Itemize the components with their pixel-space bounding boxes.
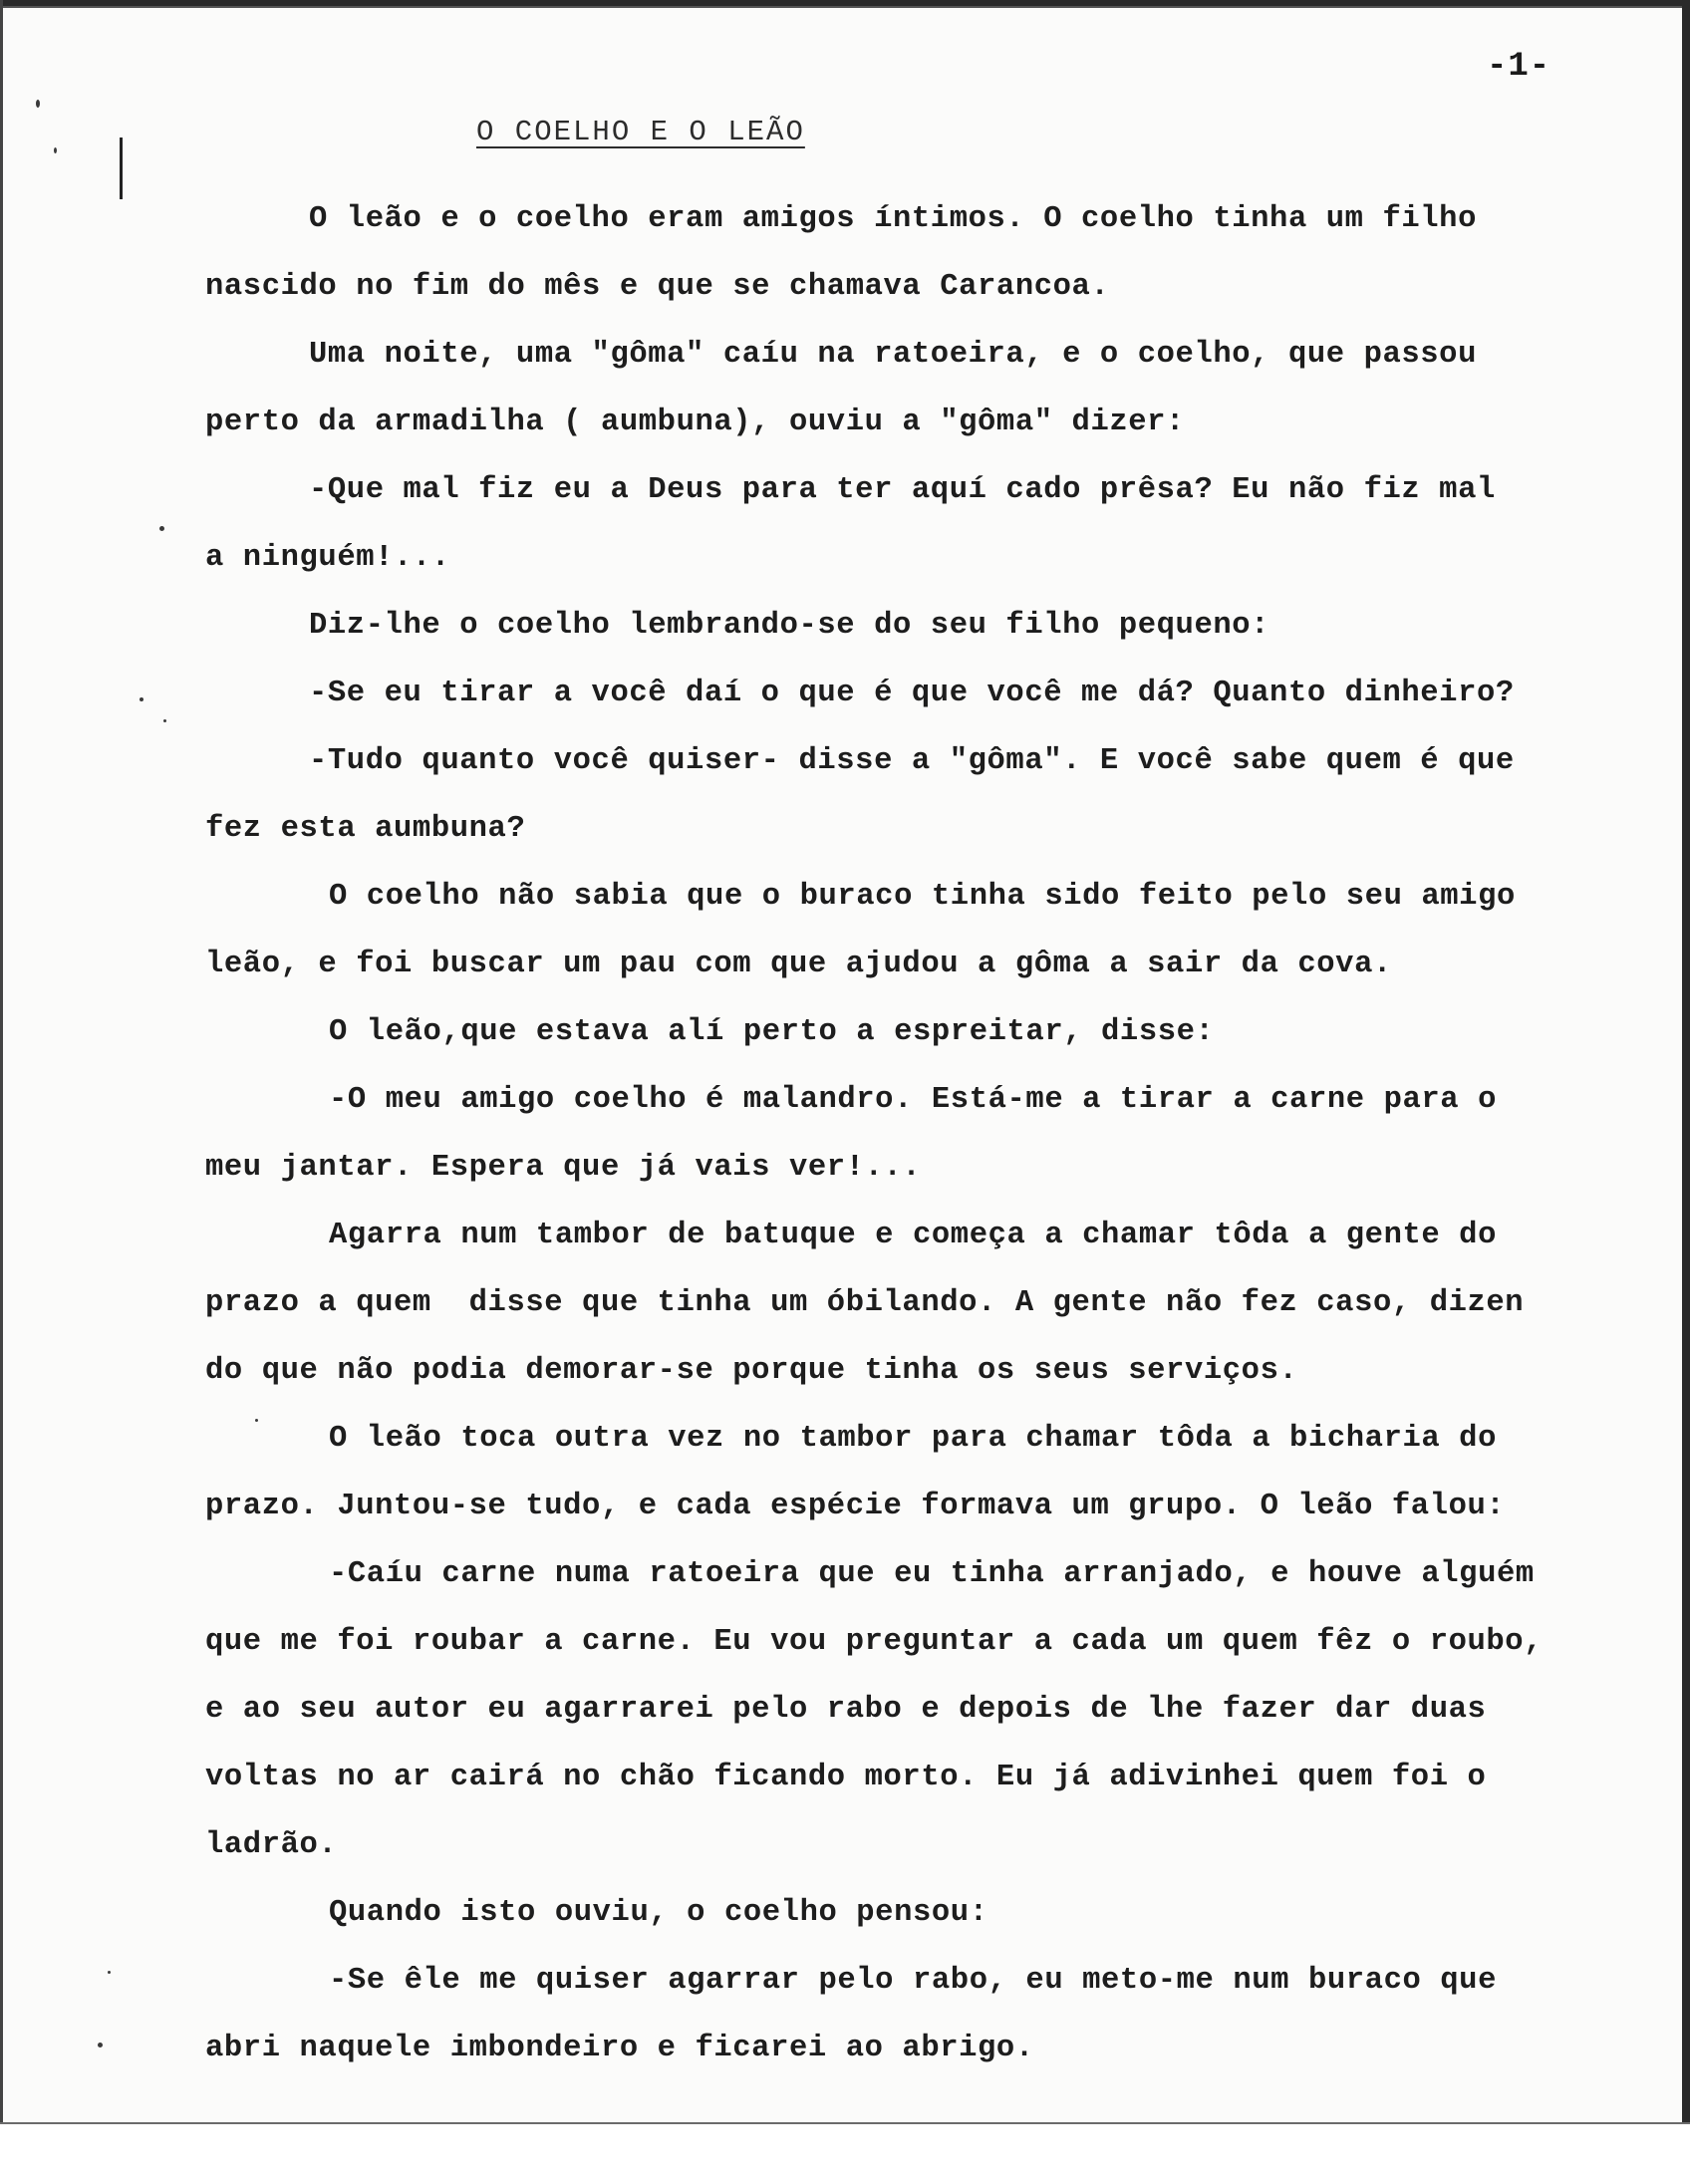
text-line: O leão toca outra vez no tambor para chamar tôda a bicharia do bbox=[329, 1422, 1497, 1456]
scan-border-left bbox=[0, 0, 3, 2184]
text-line: -Se êle me quiser agarrar pelo rabo, eu meto-me num buraco que bbox=[329, 1964, 1497, 1998]
text-line: abri naquele imbondeiro e ficarei ao abrigo. bbox=[205, 2032, 1034, 2065]
text-line: O leão e o coelho eram amigos íntimos. O coelho tinha um filho bbox=[309, 202, 1477, 236]
scan-bottom-edge bbox=[0, 2122, 1690, 2124]
text-line: que me foi roubar a carne. Eu vou preguntar a cada um quem fêz o roubo, bbox=[205, 1625, 1544, 1659]
text-line: O coelho não sabia que o buraco tinha sido feito pelo seu amigo bbox=[329, 880, 1516, 914]
text-line: voltas no ar cairá no chão ficando morto. Eu já adivinhei quem foi o bbox=[205, 1761, 1487, 1794]
text-line: -Que mal fiz eu a Deus para ter aquí cado prêsa? Eu não fiz mal bbox=[309, 473, 1496, 507]
text-line: prazo a quem disse que tinha um óbilando. A gente não fez caso, dizen bbox=[205, 1286, 1525, 1320]
text-line: do que não podia demorar-se porque tinha os seus serviços. bbox=[205, 1354, 1298, 1388]
text-line: perto da armadilha ( aumbuna), ouviu a "gôma" dizer: bbox=[205, 406, 1185, 439]
story-title: O COELHO E O LEÃO bbox=[476, 116, 805, 148]
text-line: ladrão. bbox=[205, 1828, 338, 1862]
text-line: prazo. Juntou-se tudo, e cada espécie formava um grupo. O leão falou: bbox=[205, 1490, 1506, 1523]
page-bottom-margin bbox=[0, 2124, 1690, 2184]
text-line: O leão,que estava alí perto a espreitar, disse: bbox=[329, 1015, 1215, 1049]
text-line: a ninguém!... bbox=[205, 541, 450, 575]
scan-border-right bbox=[1682, 0, 1690, 2184]
text-line: -Caíu carne numa ratoeira que eu tinha arranjado, e houve alguém bbox=[329, 1557, 1535, 1591]
text-line: -O meu amigo coelho é malandro. Está-me a tirar a carne para o bbox=[329, 1083, 1497, 1117]
text-line: Diz-lhe o coelho lembrando-se do seu filho pequeno: bbox=[309, 609, 1270, 643]
text-line: meu jantar. Espera que já vais ver!... bbox=[205, 1151, 922, 1185]
scan-border-top-inner bbox=[0, 6, 1690, 8]
text-line: Agarra num tambor de batuque e começa a chamar tôda a gente do bbox=[329, 1219, 1497, 1252]
text-line: e ao seu autor eu agarrarei pelo rabo e depois de lhe fazer dar duas bbox=[205, 1693, 1487, 1727]
text-line: fez esta aumbuna? bbox=[205, 812, 526, 846]
text-line: -Tudo quanto você quiser- disse a "gôma". E você sabe quem é que bbox=[309, 744, 1515, 778]
text-line: leão, e foi buscar um pau com que ajudou a gôma a sair da cova. bbox=[205, 948, 1392, 981]
text-line: -Se eu tirar a você daí o que é que você me dá? Quanto dinheiro? bbox=[309, 677, 1515, 710]
margin-mark bbox=[120, 137, 123, 199]
text-line: Quando isto ouviu, o coelho pensou: bbox=[329, 1896, 988, 1930]
text-line: nascido no fim do mês e que se chamava Carancoa. bbox=[205, 270, 1110, 304]
text-line: Uma noite, uma "gôma" caíu na ratoeira, e o coelho, que passou bbox=[309, 338, 1477, 372]
page-number: -1- bbox=[1487, 48, 1551, 86]
